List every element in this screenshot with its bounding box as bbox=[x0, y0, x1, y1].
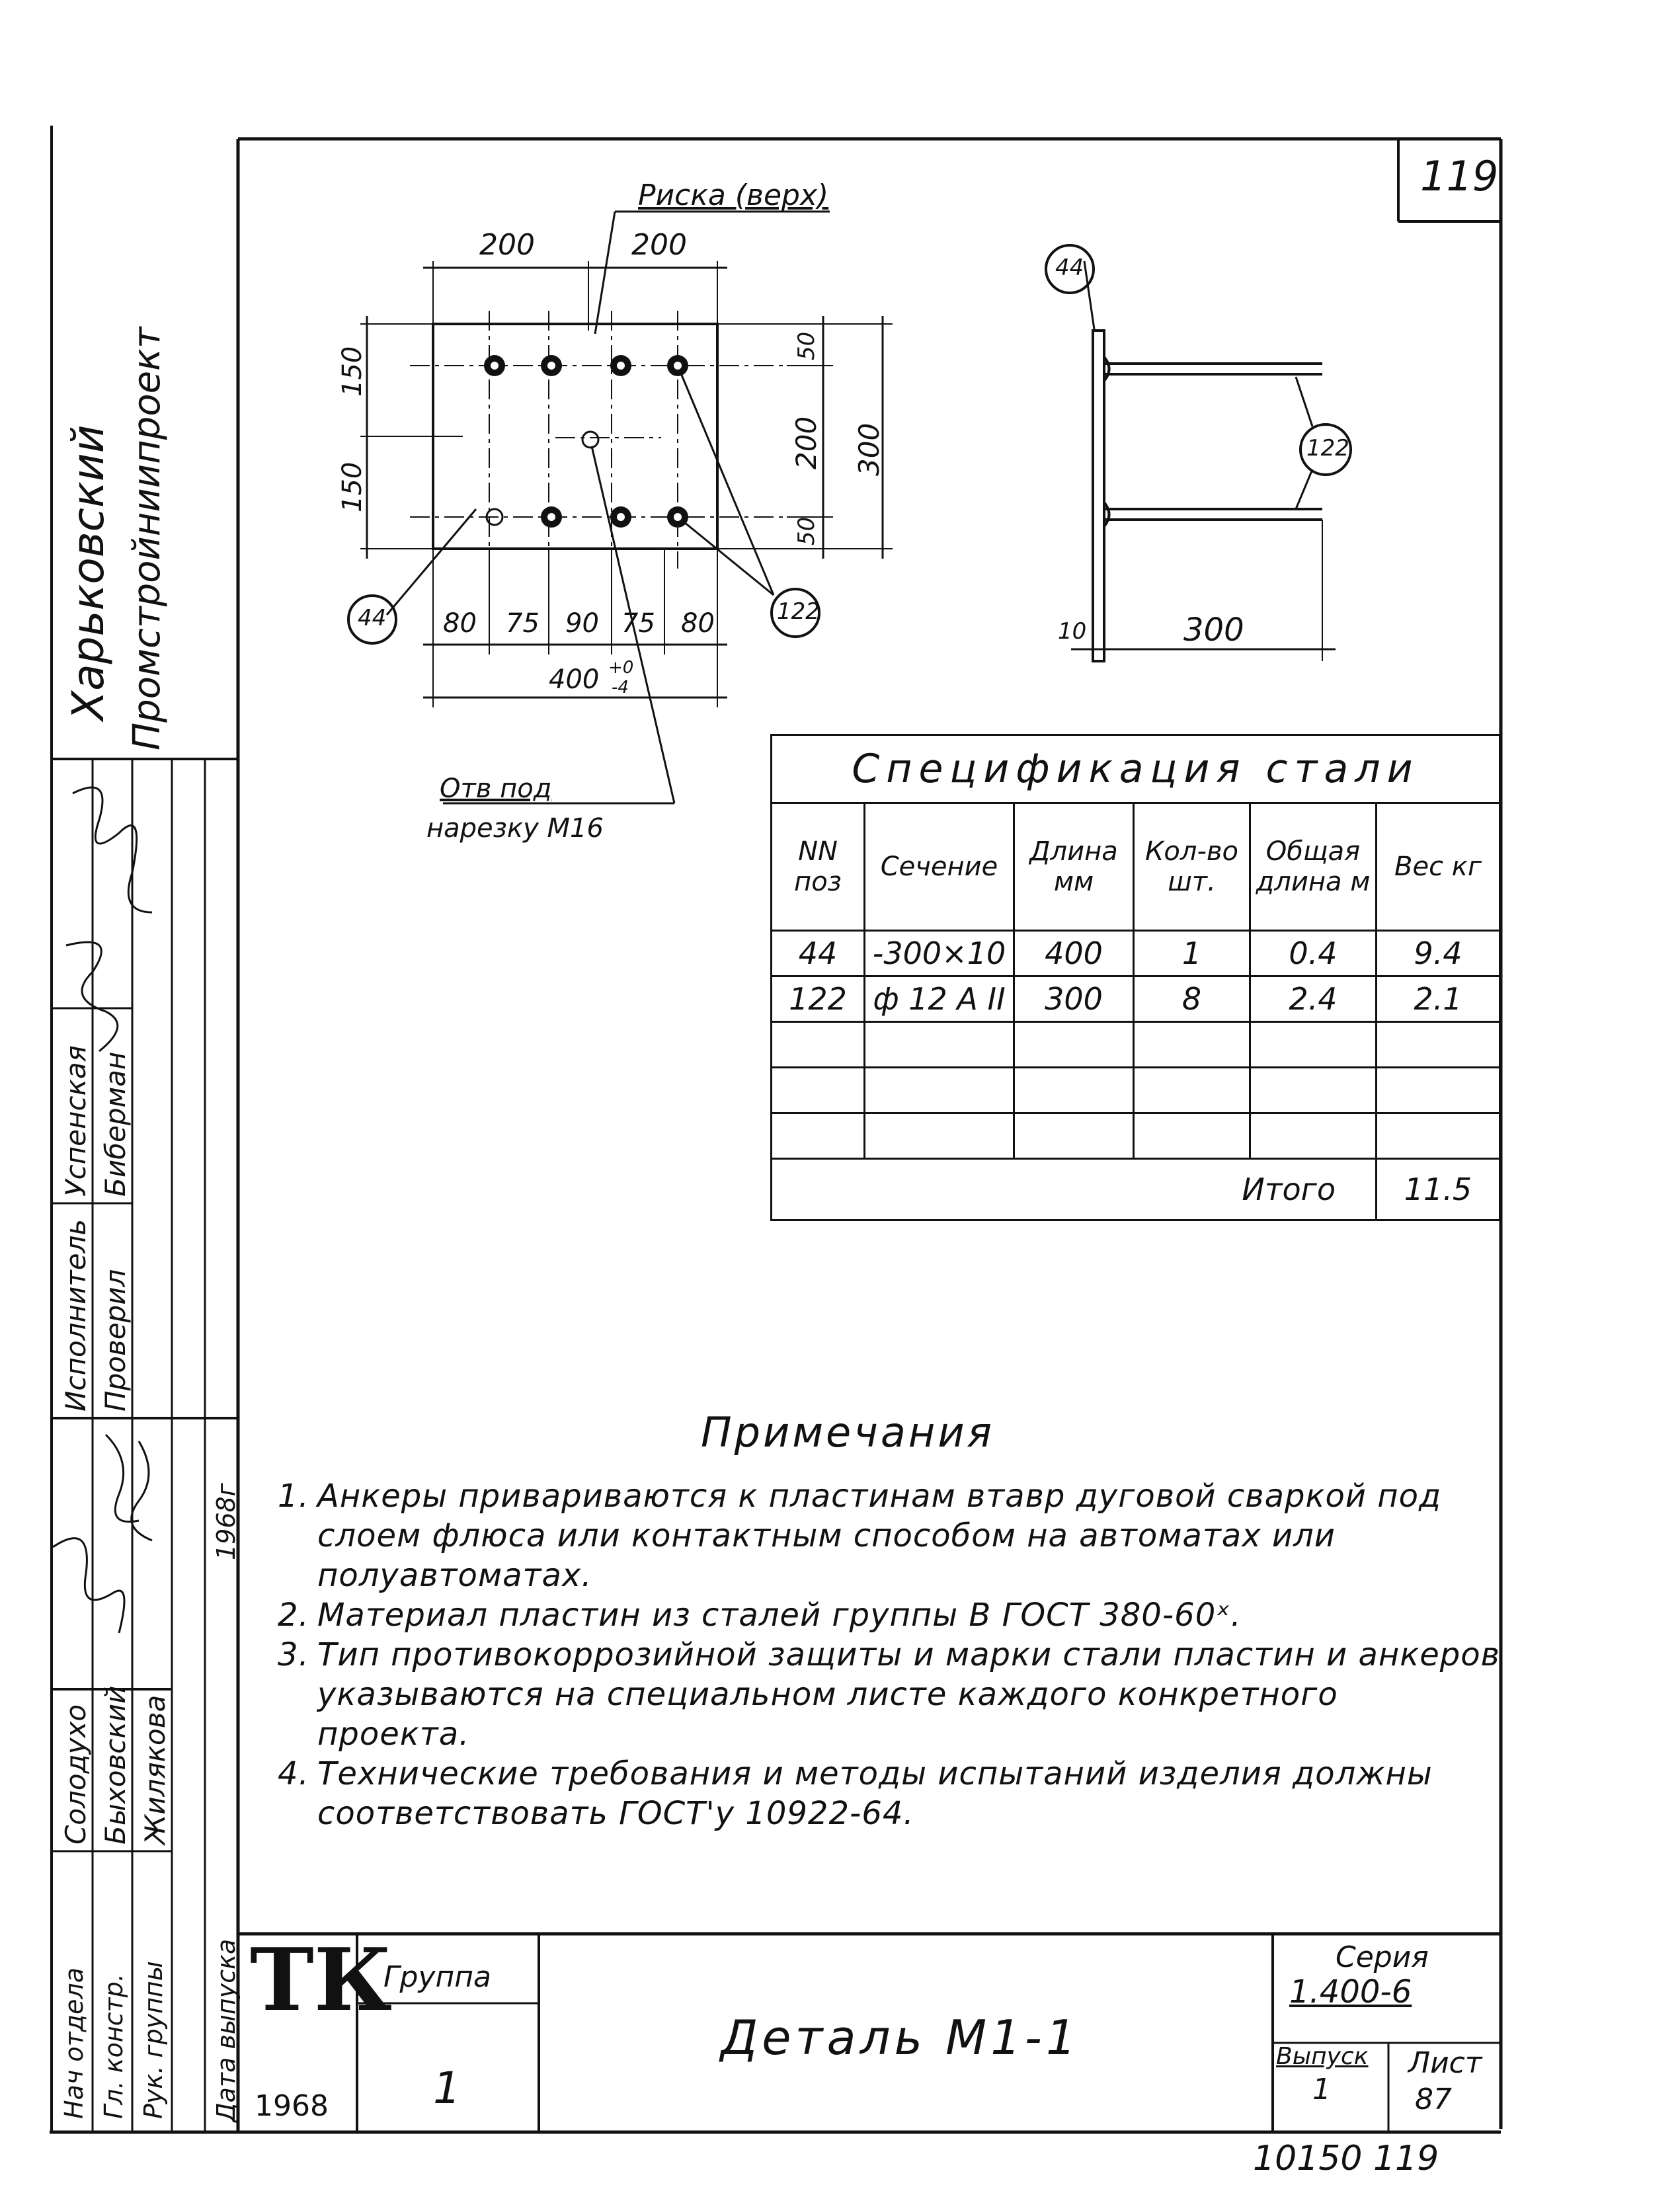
dim-right-3: 50 bbox=[793, 516, 820, 545]
dim-right-total: 300 bbox=[853, 422, 885, 476]
cell-section: -300×10 bbox=[865, 931, 1014, 976]
dim-bottom-4: 75 bbox=[621, 608, 655, 639]
cell-qty: 1 bbox=[1134, 931, 1250, 976]
spec-title: Спецификация стали bbox=[772, 735, 1500, 803]
note-text: Технические требования и методы испытаний изделия должны соответствовать ГОСТ'у 10922-64. bbox=[317, 1755, 1433, 1832]
org-institute: Промстройниипроект bbox=[126, 327, 169, 750]
footer-number: 10150 119 bbox=[1253, 2139, 1439, 2178]
issue-value: 1 bbox=[1312, 2073, 1331, 2106]
side-callout-anchor: 122 bbox=[1306, 435, 1349, 461]
note-item: 1. Анкеры привариваются к пластинам втавр дуговой сваркой под слоем флюса или контактным способом на автоматах или полуавтоматах. bbox=[278, 1476, 1501, 1595]
spec-total-value: 11.5 bbox=[1377, 1159, 1500, 1220]
name-group-lead: Жилякова bbox=[139, 1694, 171, 1845]
tk-logo-year: 1968 bbox=[255, 2089, 329, 2123]
spec-header-qty: Кол-во шт. bbox=[1134, 803, 1250, 931]
sheet-value: 87 bbox=[1415, 2083, 1452, 2116]
release-year: 1968г bbox=[212, 1483, 241, 1560]
series-value: 1.400-6 bbox=[1289, 1973, 1412, 2010]
table-row-empty bbox=[772, 1068, 1500, 1113]
dim-bottom-total: 400 bbox=[549, 664, 600, 695]
side-callout-plate: 44 bbox=[1055, 255, 1084, 281]
dim-bottom-tol-upper: +0 bbox=[608, 658, 634, 678]
cell-weight: 9.4 bbox=[1377, 931, 1500, 976]
cell-total-length: 2.4 bbox=[1250, 976, 1377, 1022]
spec-header-section: Сечение bbox=[865, 803, 1014, 931]
dim-left-2: 150 bbox=[337, 461, 368, 512]
mark-label: Риска (верх) bbox=[638, 179, 829, 212]
org-name: Харьковский bbox=[63, 424, 114, 721]
dim-right-2: 200 bbox=[790, 416, 822, 469]
dim-bottom-5: 80 bbox=[681, 608, 715, 639]
cell-qty: 8 bbox=[1134, 976, 1250, 1022]
note-text: Анкеры привариваются к пластинам втавр дуговой сваркой под слоем флюса или контактным способом на автоматах или полуавтоматах. bbox=[317, 1478, 1442, 1594]
cell-pos: 122 bbox=[772, 976, 865, 1022]
role-group-lead: Рук. группы bbox=[139, 1961, 168, 2119]
group-value: 1 bbox=[433, 2063, 461, 2114]
release-date-label: Дата выпуска bbox=[212, 1938, 241, 2122]
name-head-dept: Солодухо bbox=[60, 1704, 92, 1845]
dim-top-1: 200 bbox=[479, 228, 535, 262]
series-label: Серия bbox=[1336, 1940, 1429, 1974]
hole-label-line2: нарезку М16 bbox=[426, 813, 604, 844]
notes-block bbox=[278, 1408, 1501, 1833]
dim-bottom-3: 90 bbox=[565, 608, 599, 639]
spec-header-length: Длина мм bbox=[1014, 803, 1134, 931]
cell-pos: 44 bbox=[772, 931, 865, 976]
signatures bbox=[46, 760, 179, 2083]
dim-bottom-2: 75 bbox=[506, 608, 540, 639]
drawing-title: Деталь М1-1 bbox=[721, 2010, 1080, 2065]
cell-section: ф 12 А II bbox=[865, 976, 1014, 1022]
spec-total-label: Итого bbox=[772, 1159, 1377, 1220]
sheet-number: 119 bbox=[1420, 152, 1499, 200]
tk-logo: ТК bbox=[250, 1929, 392, 2030]
side-dim-thickness: 10 bbox=[1058, 618, 1087, 645]
table-row bbox=[772, 931, 1500, 976]
note-item: 2. Материал пластин из сталей группы В ГОСТ 380-60ˣ. bbox=[278, 1597, 1242, 1634]
cell-total-length: 0.4 bbox=[1250, 931, 1377, 976]
dim-top-2: 200 bbox=[631, 228, 687, 262]
role-head-dept: Нач отдела bbox=[60, 1967, 89, 2119]
name-checker: Биберман bbox=[99, 1051, 132, 1197]
note-item: 3. Тип противокоррозийной защиты и марки стали пластин и анкеров указываются на специальном листе каждого конкретного проекта. bbox=[278, 1636, 1500, 1753]
sheet-label: Лист bbox=[1408, 2046, 1482, 2080]
spec-table bbox=[770, 734, 1501, 1221]
issue-label: Выпуск bbox=[1276, 2043, 1369, 2070]
cell-length: 300 bbox=[1014, 976, 1134, 1022]
callout-anchor-label: 122 bbox=[777, 598, 820, 625]
role-executor: Исполнитель bbox=[60, 1218, 92, 1412]
table-row-empty bbox=[772, 1113, 1500, 1159]
side-dim-length: 300 bbox=[1183, 612, 1244, 649]
callout-plate-label: 44 bbox=[358, 605, 387, 631]
role-checker: Проверил bbox=[99, 1269, 132, 1412]
cell-weight: 2.1 bbox=[1377, 976, 1500, 1022]
note-item: 4. Технические требования и методы испытаний изделия должны соответствовать ГОСТ'у 10922-64. bbox=[278, 1754, 1501, 1833]
table-row-empty bbox=[772, 1022, 1500, 1068]
group-label: Группа bbox=[383, 1960, 491, 1994]
spec-header-total-length: Общая длина м bbox=[1250, 803, 1377, 931]
spec-header-weight: Вес кг bbox=[1377, 803, 1500, 931]
dim-right-1: 50 bbox=[793, 331, 820, 360]
plate-side-view bbox=[1046, 245, 1351, 661]
hole-label-line1: Отв под bbox=[440, 774, 552, 804]
dim-bottom-1: 80 bbox=[443, 608, 477, 639]
plate-plan-view bbox=[348, 212, 893, 803]
spec-header-pos: NN поз bbox=[772, 803, 865, 931]
dim-bottom-tol-lower: -4 bbox=[612, 678, 629, 697]
notes-heading: Примечания bbox=[701, 1408, 994, 1456]
role-chief-designer: Гл. констр. bbox=[99, 1973, 128, 2119]
note-text: Материал пластин из сталей группы В ГОСТ 380-60ˣ. bbox=[317, 1597, 1242, 1634]
note-text: Тип противокоррозийной защиты и марки стали пластин и анкеров указываются на специальном листе каждого конкретного проекта. bbox=[317, 1636, 1500, 1753]
cell-length: 400 bbox=[1014, 931, 1134, 976]
table-row bbox=[772, 976, 1500, 1022]
name-chief-designer: Быховский bbox=[99, 1685, 132, 1845]
dim-left-1: 150 bbox=[337, 346, 368, 397]
name-executor: Успенская bbox=[60, 1045, 92, 1197]
